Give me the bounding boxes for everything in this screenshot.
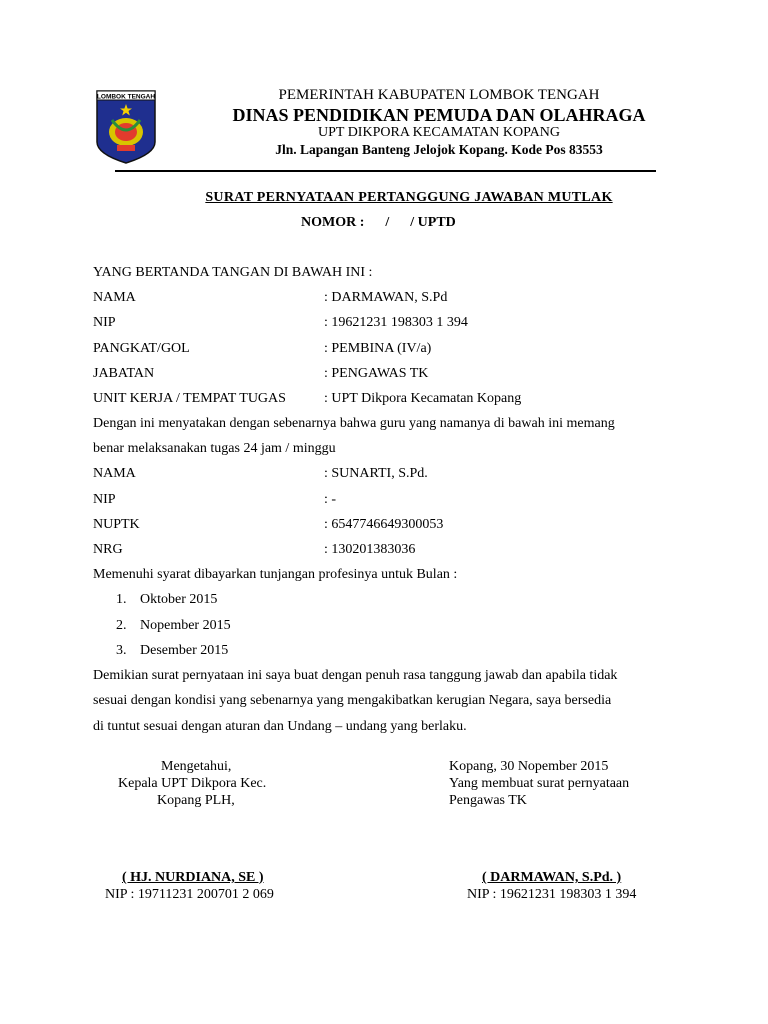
letterhead-unit: UPT DIKPORA KECAMATAN KOPANG [318, 125, 560, 140]
field-label: NAMA [93, 290, 136, 305]
field-label: PANGKAT/GOL [93, 341, 190, 356]
list-number: 3. [116, 643, 127, 658]
closing-line: sesuai dengan kondisi yang sebenarnya yang mengakibatkan kerugian Negara, saya bersedia [93, 693, 612, 708]
closing-line: Demikian surat pernyataan ini saya buat dengan penuh rasa tanggung jawab dan apabila tidak [93, 668, 618, 683]
months-intro: Memenuhi syarat dibayarkan tunjangan profesinya untuk Bulan : [93, 567, 458, 582]
statement-line: Dengan ini menyatakan dengan sebenarnya bahwa guru yang namanya di bawah ini memang [93, 416, 615, 431]
letterhead-divider [115, 170, 656, 172]
intro-text: YANG BERTANDA TANGAN DI BAWAH INI : [93, 265, 373, 280]
field-label: JABATAN [93, 366, 155, 381]
statement-line: benar melaksanakan tugas 24 jam / minggu [93, 441, 336, 456]
field-label: NRG [93, 542, 123, 557]
right-sign-nip: NIP : 19621231 198303 1 394 [467, 887, 637, 902]
left-sign-name: ( HJ. NURDIANA, SE ) [122, 870, 264, 885]
field-value: : 19621231 198303 1 394 [324, 315, 468, 330]
field-value: : UPT Dikpora Kecamatan Kopang [324, 391, 522, 406]
left-sign-line2: Kepala UPT Dikpora Kec. [118, 776, 267, 791]
letterhead-address: Jln. Lapangan Banteng Jelojok Kopang. Kode Pos 83553 [275, 142, 603, 157]
left-sign-line1: Mengetahui, [161, 759, 232, 774]
field-label: NAMA [93, 466, 136, 481]
letterhead-government: PEMERINTAH KABUPATEN LOMBOK TENGAH [278, 87, 600, 103]
list-item [116, 592, 217, 608]
field-value: : - [324, 492, 337, 507]
field-value: : 6547746649300053 [324, 517, 444, 532]
list-item [116, 618, 231, 634]
list-text: Nopember 2015 [140, 618, 231, 633]
field-value: : PENGAWAS TK [324, 366, 429, 381]
list-text: Oktober 2015 [140, 592, 218, 607]
list-number: 1. [116, 592, 127, 607]
right-sign-line2: Yang membuat surat pernyataan [449, 776, 630, 791]
left-sign-nip: NIP : 19711231 200701 2 069 [105, 887, 274, 902]
document-number: NOMOR : / / UPTD [301, 215, 456, 230]
field-label: UNIT KERJA / TEMPAT TUGAS [93, 391, 286, 406]
field-value: : 130201383036 [324, 542, 416, 557]
document-title: SURAT PERNYATAAN PERTANGGUNG JAWABAN MUTLAK [205, 190, 613, 205]
field-value: : DARMAWAN, S.Pd [324, 290, 448, 305]
list-item [116, 643, 228, 659]
right-sign-line3: Pengawas TK [449, 793, 527, 808]
right-sign-name: ( DARMAWAN, S.Pd. ) [482, 870, 622, 885]
right-sign-date: Kopang, 30 Nopember 2015 [449, 759, 609, 774]
field-value: : SUNARTI, S.Pd. [324, 466, 428, 481]
field-label: NIP [93, 315, 116, 330]
letterhead-agency: DINAS PENDIDIKAN PEMUDA DAN OLAHRAGA [232, 105, 646, 125]
field-label: NIP [93, 492, 116, 507]
list-text: Desember 2015 [140, 643, 229, 658]
left-sign-line3: Kopang PLH, [157, 793, 235, 808]
closing-line: di tuntut sesuai dengan aturan dan Undang – undang yang berlaku. [93, 719, 467, 734]
field-value: : PEMBINA (IV/a) [324, 341, 432, 356]
field-label: NUPTK [93, 517, 140, 532]
list-number: 2. [116, 618, 127, 633]
logo-text: LOMBOK TENGAH [96, 93, 156, 101]
